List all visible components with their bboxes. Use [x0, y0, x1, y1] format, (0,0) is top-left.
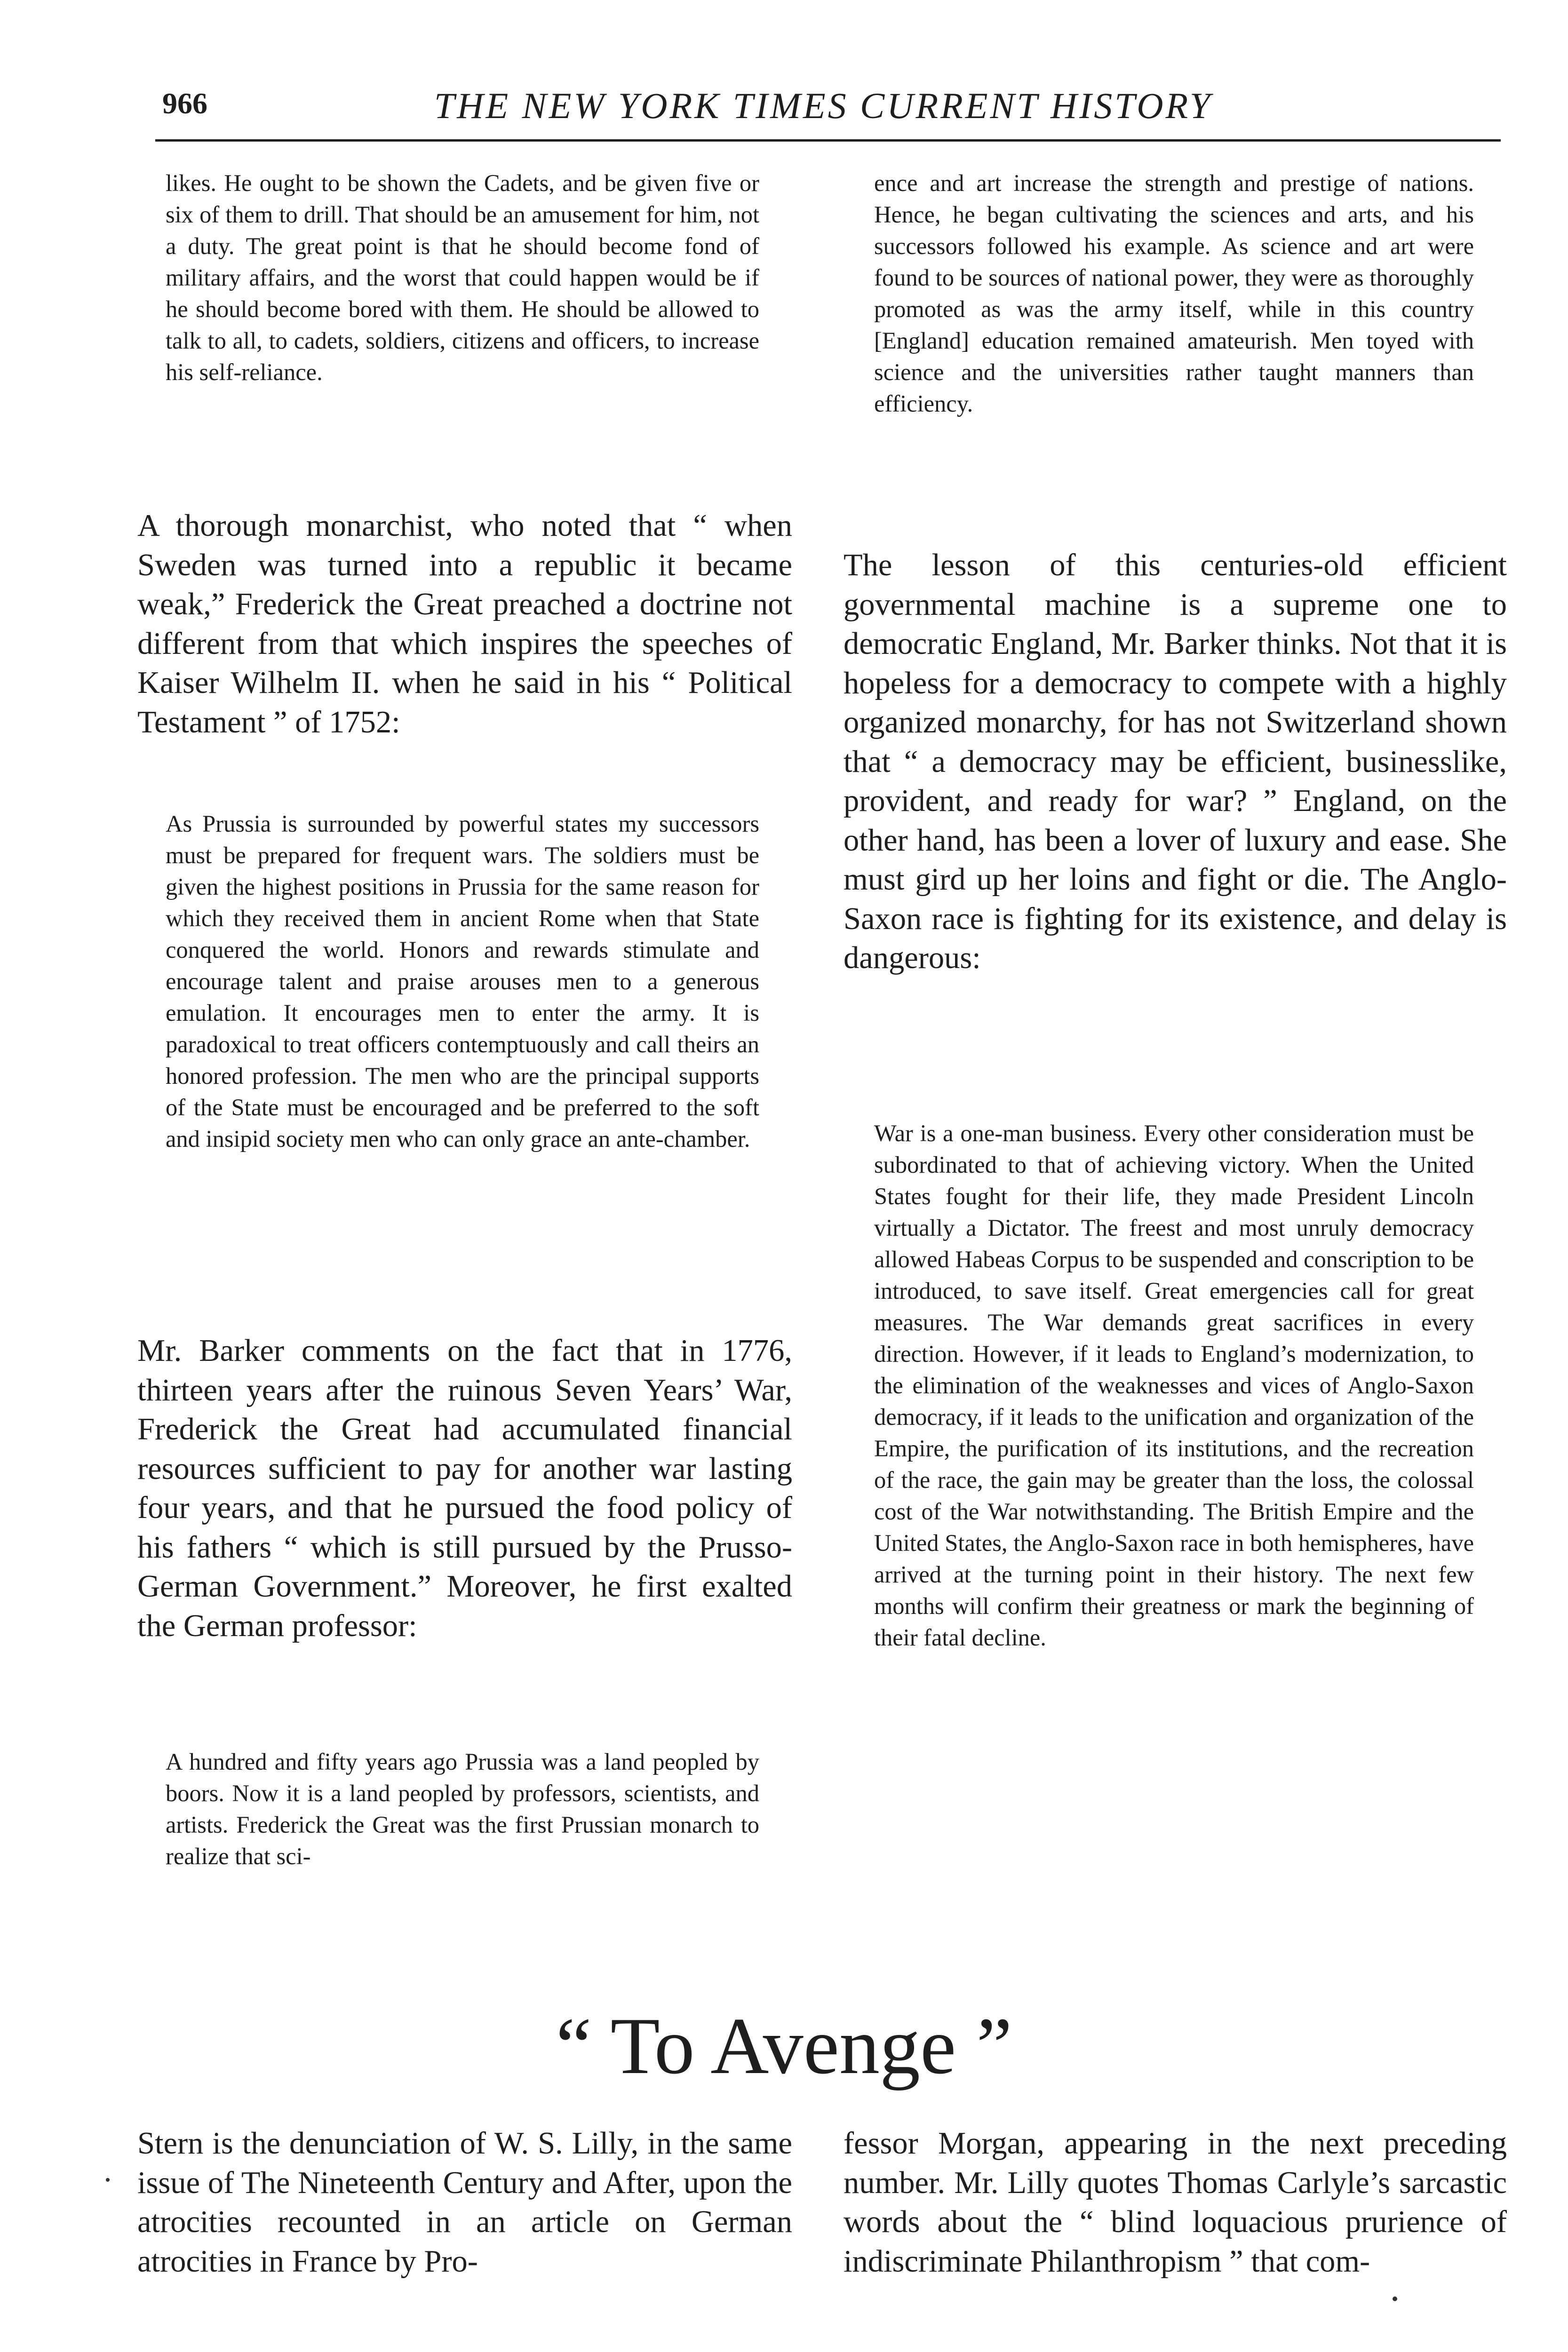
- page-number: 966: [162, 87, 207, 120]
- right-paragraph-1: The lesson of this centuries-old efficient governmental machine is a supreme one to democratic England, Mr. Barker thinks. Not that it is hopeless for a democracy to compete with a highly organized monarchy, for has not Switzerland shown that “ a democracy may be efficient, businesslike, provident, and ready for war? ” England, on the other hand, has been a lover of luxury and ease. She must gird up her loins and fight or die. The Anglo-Saxon race is fighting for its existence, and delay is dangerous:: [844, 548, 1507, 975]
- left-quote-2: As Prussia is surrounded by powerful states my successors must be prepared for frequent wars. The soldiers must be given the highest positions in Prussia for the same reason for which they received them in ancient Rome when that State conquered the world. Honors and rewards stimulate and encourage talent and praise arouses men to a generous emulation. It encourages men to enter the army. It is paradoxical to treat officers contemptuously and call theirs an honored profession. The men who are the principal supports of the State must be encouraged and be preferred to the soft and insipid society men who can only grace an ante-chamber.: [166, 810, 759, 1152]
- scan-speck: [1393, 2296, 1397, 2301]
- section-text-right: fessor Morgan, appearing in the next preceding number. Mr. Lilly quotes Thomas Carlyle’s sarcastic words about the “ blind loquacious prurience of indiscriminate Philanthropism ” that com-: [844, 2126, 1507, 2279]
- left-quote-3: A hundred and fifty years ago Prussia was a land peopled by boors. Now it is a land peopled by professors, scientists, and artists. Frederick the Great was the first Prussian monarch to realize that sci-: [166, 1748, 759, 1869]
- left-paragraph-2: Mr. Barker comments on the fact that in 1776, thirteen years after the ruinous Seven Years’ War, Frederick the Great had accumulated financial resources sufficient to pay for another war lasting four years, and that he pursued the food policy of his fathers “ which is still pursued by the Prusso-German Government.” Moreover, he first exalted the German professor:: [137, 1334, 792, 1643]
- left-quote-1: likes. He ought to be shown the Cadets, and be given five or six of them to drill. That should be an amusement for him, not a duty. The great point is that he should become fond of military affairs, and the worst that could happen would be if he should become bored with them. He should be allowed to talk to all, to cadets, soldiers, citizens and officers, to increase his self-reliance.: [166, 170, 759, 385]
- right-quote-2: War is a one-man business. Every other consideration must be subordinated to that of achieving victory. When the United States fought for their life, they made President Lincoln virtually a Dictator. The freest and most unruly democracy allowed Habeas Corpus to be suspended and conscription to be introduced, to save itself. Great emergencies call for great measures. The War demands great sacrifices in every direction. However, if it leads to England’s modernization, to the elimination of the weaknesses and vices of Anglo-Saxon democracy, if it leads to the unification and organization of the Empire, the purification of its institutions, and the recreation of the race, the gain may be greater than the loss, the colossal cost of the War notwithstanding. The British Empire and the United States, the Anglo-Saxon race in both hemispheres, have arrived at the turning point in their history. The next few months will confirm their greatness or mark the beginning of their fatal decline.: [874, 1120, 1474, 1651]
- right-quote-1: ence and art increase the strength and prestige of nations. Hence, he began cultivating the sciences and arts, and his successors followed his example. As science and art were found to be sources of national power, they were as thoroughly promoted as was the army itself, while in this country [England] education remained amateurish. Men toyed with science and the universities rather taught manners than efficiency.: [874, 170, 1474, 417]
- section-title: “ To Avenge ”: [556, 2002, 1012, 2091]
- header-rule: [155, 139, 1501, 142]
- section-text-left: Stern is the denunciation of W. S. Lilly, in the same issue of The Nineteenth Century and After, upon the atrocities recounted in an article on German atrocities in France by Pro-: [137, 2126, 792, 2279]
- scan-speck: [106, 2178, 110, 2182]
- left-paragraph-1: A thorough monarchist, who noted that “ when Sweden was turned into a republic it became weak,” Frederick the Great preached a doctrine not different from that which inspires the speeches of Kaiser Wilhelm II. when he said in his “ Political Testament ” of 1752:: [137, 509, 792, 739]
- running-head: THE NEW YORK TIMES CURRENT HISTORY: [434, 85, 1213, 126]
